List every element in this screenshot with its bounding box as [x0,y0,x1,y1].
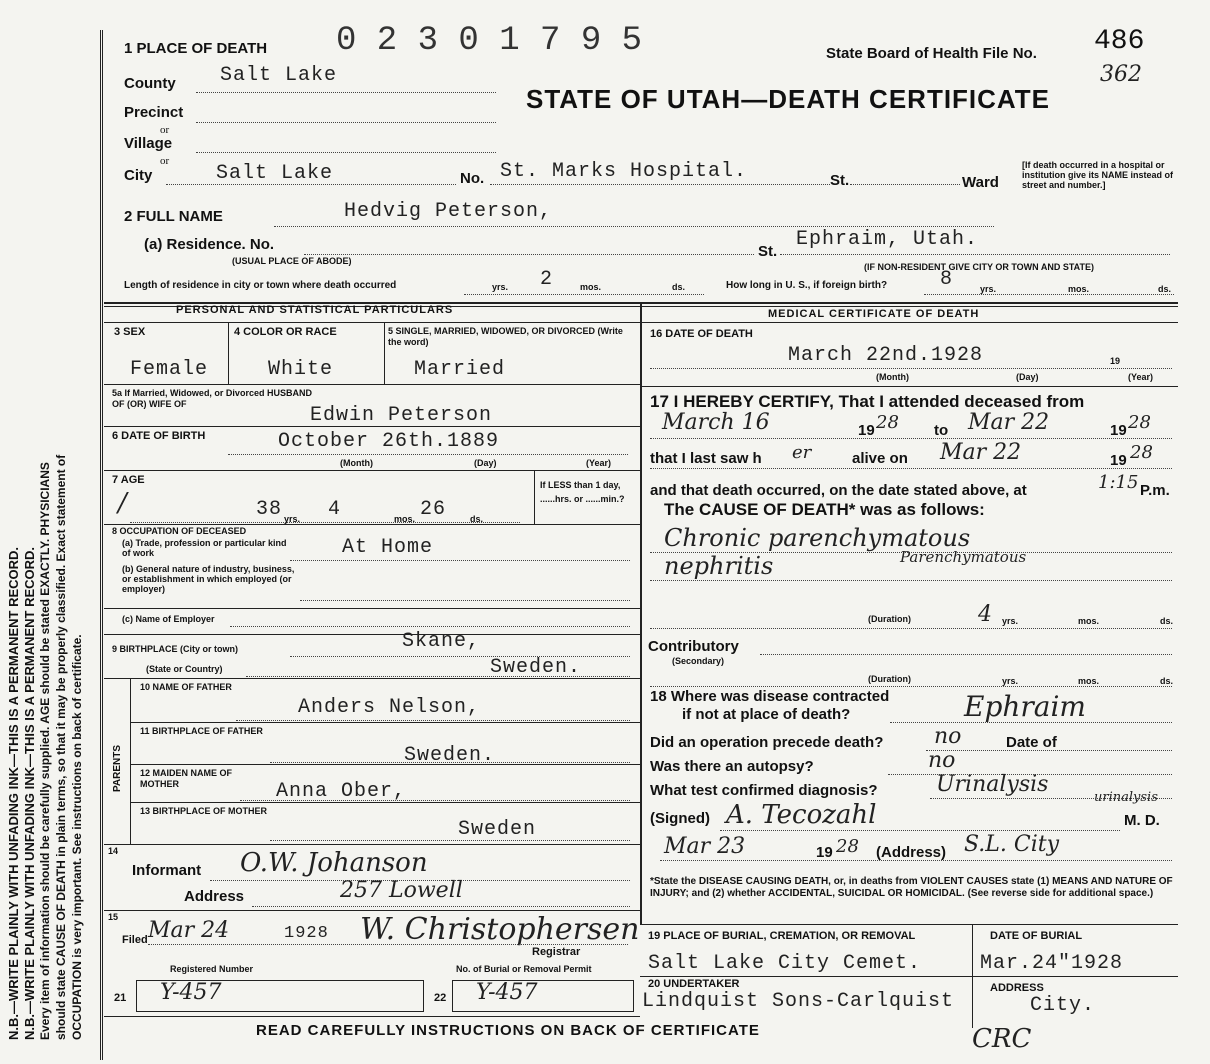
reg-num-index: 21 [114,992,127,1004]
informant-signature: O.W. Johanson [240,848,428,878]
dob-day-label: (Day) [474,458,497,468]
mother-birthplace-label: 13 BIRTHPLACE OF MOTHER [140,806,268,816]
dod-month-label: (Month) [876,372,909,382]
informant-num: 14 [108,846,119,856]
birthplace-city: Skane, [402,630,481,653]
clerk-initials: CRC [972,1024,1032,1054]
occupation-value: At Home [342,536,434,559]
informant-label: Informant [132,862,202,879]
or-text-1: or [160,124,170,136]
operation-label: Did an operation precede death? [650,734,884,751]
birthplace-label: 9 BIRTHPLACE (City or town) [112,644,238,654]
residence-value: Ephraim, Utah. [796,228,979,251]
city-value: Salt Lake [216,162,334,185]
burial-num-index: 22 [434,992,447,1004]
signed-date: Mar 23 [664,834,746,859]
to-label: to [934,422,949,439]
registrar-signature: W. Christophersen [360,912,640,947]
filed-year: 1928 [284,924,329,943]
city-label: City [124,167,153,184]
color-value: White [268,358,334,381]
birthplace-state-label: (State or Country) [146,664,223,674]
marital-value: Married [414,358,506,381]
contrib-ds-label: ds. [1160,676,1174,686]
date-of-death-value: March 22nd.1928 [788,344,984,367]
signed-year: 28 [836,836,859,857]
md-label: M. D. [1124,812,1160,829]
file-number: 486 [1094,26,1145,57]
marital-label: 5 SINGLE, MARRIED, WIDOWED, OR DIVORCED (Write the word) [388,326,623,347]
duration-years: 4 [978,602,992,627]
attended-from: March 16 [662,410,770,435]
to-year: 28 [1128,412,1151,433]
last-saw-her: er [792,442,812,463]
undertaker-value: Lindquist Sons-Carlquist [642,990,955,1013]
burial-date-value: Mar.24"1928 [980,952,1124,975]
alive-year: 28 [1130,442,1153,463]
certify-label: 17 I HEREBY CERTIFY, That I attended deceased from [650,392,1085,411]
mother-value: Anna Ober, [276,780,407,803]
age-months: 4 [328,498,342,521]
alive-on-date: Mar 22 [940,440,1022,465]
county-value: Salt Lake [220,64,338,87]
certificate-title: STATE OF UTAH—DEATH CERTIFICATE [526,84,1050,114]
or-text-2: or [160,155,170,167]
employer-label: (c) Name of Employer [122,614,215,624]
attended-to: Mar 22 [968,410,1050,435]
birthplace-country: Sweden. [490,656,582,679]
side-instruction-1: N.B.—WRITE PLAINLY WITH UNFADING INK—THIS IS A PERMANENT RECORD. [6,546,21,1040]
age-label: 7 AGE [112,474,145,486]
contrib-duration-label: (Duration) [868,674,911,684]
burial-place-value: Salt Lake City Cemet. [648,952,922,975]
contributory-label: Contributory [648,638,739,655]
us-ds-label: ds. [1158,284,1172,294]
us-length-value: 8 [940,268,954,291]
side-instruction-4: should state CAUSE OF DEATH in plain terms, so that it may be properly classified. Exact statement of [54,454,68,1040]
q18-label: 18 Where was disease contracted [650,688,890,705]
certificate-number: 0 2 3 0 1 7 9 5 [336,22,643,60]
mother-birthplace-value: Sweden [458,818,537,841]
duration-ds-label: ds. [1160,616,1174,626]
autopsy-value: no [928,748,956,773]
burial-date-label: DATE OF BURIAL [990,930,1083,942]
age-check-mark: / [118,488,127,518]
registrar-label: Registrar [532,946,581,958]
burial-permit-label: No. of Burial or Removal Permit [456,964,592,974]
spouse-value: Edwin Peterson [310,404,493,427]
signed-label: (Signed) [650,810,710,827]
footer-instruction: READ CAREFULLY INSTRUCTIONS ON BACK OF CERTIFICATE [256,1022,760,1039]
side-instruction-5: OCCUPATION is very important. See instructions on back of certificate. [70,634,84,1040]
father-birthplace-value: Sweden. [404,744,496,767]
dob-year-label: (Year) [586,458,612,468]
father-birthplace-label: 11 BIRTHPLACE OF FATHER [140,726,263,736]
mother-label: 12 MAIDEN NAME OF MOTHER [140,768,233,789]
file-number-secondary: 362 [1100,62,1142,87]
personal-section-title: PERSONAL AND STATISTICAL PARTICULARS [176,304,454,316]
contrib-yrs-label: yrs. [1002,676,1019,686]
dod-year-label: (Year) [1128,372,1154,382]
to-19-label: 19 [1110,422,1127,439]
full-name-value: Hedvig Peterson, [344,200,553,223]
dod-day-label: (Day) [1016,372,1039,382]
age-ds-label: ds. [470,514,484,524]
informant-address-label: Address [184,888,245,905]
autopsy-label: Was there an autopsy? [650,758,814,775]
duration-mos-label: mos. [1078,616,1100,626]
last-saw-label: that I last saw h [650,450,762,467]
residence-label: (a) Residence. No. [144,236,275,253]
occupation-b-label: (b) General nature of industry, business, or establishment in which employed (or employer) [122,564,295,594]
length-ds-label: ds. [672,282,686,292]
side-instruction-3: Every item of information should be carefully supplied. AGE should be stated EXACTLY. PHYSICIANS [38,462,52,1040]
street-no-label: No. [460,170,485,187]
precinct-label: Precinct [124,104,184,121]
medical-section-title: MEDICAL CERTIFICATE OF DEATH [768,308,980,320]
full-name-label: 2 FULL NAME [124,208,223,225]
spouse-label: 5a If Married, Widowed, or Divorced HUSBAND OF (OR) WIFE OF [112,388,312,409]
file-number-label: State Board of Health File No. [826,45,1037,62]
cause-label: The CAUSE OF DEATH* was as follows: [664,500,985,519]
occupation-label: 8 OCCUPATION OF DECEASED [112,526,247,536]
length-mos-label: mos. [580,282,602,292]
death-occurred-label: and that death occurred, on the date stated above, at [650,482,1027,499]
date-of-death-label: 16 DATE OF DEATH [650,328,753,340]
street-label: St. [830,172,850,189]
residence-street-label: St. [758,243,778,260]
burial-place-label: 19 PLACE OF BURIAL, CREMATION, OR REMOVAL [648,930,916,942]
death-pm: P.m. [1140,482,1170,499]
duration-label: (Duration) [868,614,911,624]
father-value: Anders Nelson, [298,696,481,719]
dod-19: 19 [1110,356,1121,366]
cause-primary: Chronic parenchymatous [664,524,971,552]
death-time: 1:15 [1098,472,1139,493]
length-yrs-label: yrs. [492,282,509,292]
alive-19-label: 19 [1110,452,1127,469]
informant-address: 257 Lowell [340,878,463,903]
physician-signature: A. Tecozahl [726,800,877,830]
physician-address: S.L. City [964,832,1060,857]
age-years: 38 [256,498,283,521]
us-mos-label: mos. [1068,284,1090,294]
length-yrs-value: 2 [540,268,554,291]
undertaker-address-value: City. [1030,994,1096,1017]
dob-month-label: (Month) [340,458,373,468]
undertaker-label: 20 UNDERTAKER [648,978,740,990]
operation-value: no [934,724,962,749]
ward-note: [If death occurred in a hospital or institution give its NAME instead of street and number.] [1022,160,1174,190]
county-label: County [124,75,176,92]
q18-sub-label: if not at place of death? [682,706,851,723]
father-label: 10 NAME OF FATHER [140,682,232,692]
filed-date: Mar 24 [148,918,230,943]
disease-contracted: Ephraim [964,690,1086,723]
signed-19-label: 19 [816,844,833,861]
age-mos-label: mos. [394,514,416,524]
nonresident-note: (IF NON-RESIDENT GIVE CITY OR TOWN AND STATE) [864,262,1095,272]
residence-sub: (USUAL PLACE OF ABODE) [232,256,352,266]
from-year: 28 [876,412,899,433]
burial-permit-number: Y-457 [476,980,538,1005]
alive-on-label: alive on [852,450,908,467]
physician-address-label: (Address) [876,844,947,861]
operation-date-label: Date of [1006,734,1057,751]
hospital-value: St. Marks Hospital. [500,160,748,183]
cause-secondary: nephritis [664,552,774,580]
registered-number: Y-457 [160,980,222,1005]
test-value: Urinalysis [936,772,1049,797]
cause-note: Parenchymatous [900,548,1027,566]
dob-label: 6 DATE OF BIRTH [112,430,206,442]
duration-yrs-label: yrs. [1002,616,1019,626]
undertaker-address-label: ADDRESS [990,982,1044,994]
sex-value: Female [130,358,209,381]
color-label: 4 COLOR OR RACE [234,326,337,338]
occupation-a-label: (a) Trade, profession or particular kind of work [122,538,287,558]
age-yrs-label: yrs. [284,514,301,524]
us-yrs-label: yrs. [980,284,997,294]
ward-label: Ward [962,174,999,191]
secondary-label: (Secondary) [672,656,725,666]
less-than-day-label: If LESS than 1 day, ......hrs. or ......min.? [540,480,625,504]
length-residence-label: Length of residence in city or town where death occurred [124,280,397,291]
test-note: urinalysis [1094,790,1158,805]
registered-number-label: Registered Number [170,964,254,974]
cause-instruction-note: *State the DISEASE CAUSING DEATH, or, in deaths from VIOLENT CAUSES state (1) MEANS AND NATURE OF INJURY; and (2) whether ACCIDENTAL, SUICIDAL OR HOMICIDAL. (See reverse side for additional space.) [650,876,1173,899]
sex-label: 3 SEX [114,326,146,338]
from-19-label: 19 [858,422,875,439]
village-label: Village [124,135,173,152]
filed-num: 15 [108,912,119,922]
place-of-death-label: 1 PLACE OF DEATH [124,40,268,57]
age-days: 26 [420,498,447,521]
dob-value: October 26th.1889 [278,430,500,453]
contrib-mos-label: mos. [1078,676,1100,686]
side-instruction-2: N.B.—WRITE PLAINLY WITH UNFADING INK—THIS IS A PERMANENT RECORD. [22,546,37,1040]
us-length-label: How long in U. S., if foreign birth? [726,280,888,291]
filed-label: Filed [122,934,148,946]
parents-label: PARENTS [112,744,123,792]
test-label: What test confirmed diagnosis? [650,782,878,799]
